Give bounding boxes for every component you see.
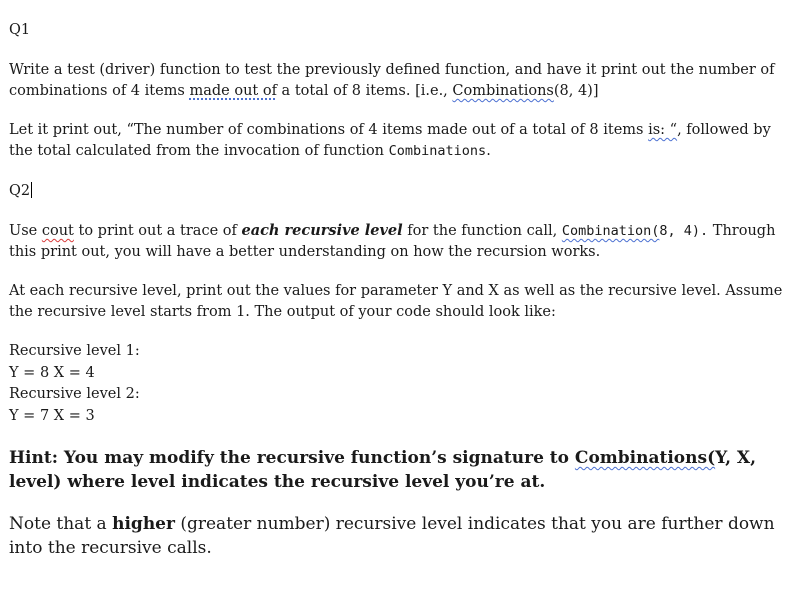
q2-p1-code-args: 8, 4). [659,223,709,239]
q1-p1-made-out-of: made out of [189,83,277,99]
sample-line: Y = 8 X = 4 [9,364,95,381]
note-text-a: Note that a [9,514,113,534]
note-text-b: (greater number) recursive level indicates that you are further down into the recursive calls. [9,514,775,558]
hint-paragraph [9,446,789,494]
q2-p1-text-c: for the function call, [402,223,562,239]
hint-combinations: Combinations( [574,448,716,468]
sample-line: Recursive level 1: [9,343,140,359]
q1-paragraph-1 [9,60,789,102]
q2-p1-text-a: Use [9,223,42,239]
q1-p2-is: is: “ [648,122,678,138]
q2-heading-text: Q2 [9,183,31,199]
sample-line: Recursive level 2: [9,386,140,402]
hint-text-a: Hint: You may modify the recursive function’s signature to [9,448,575,468]
q2-paragraph-1 [9,220,789,263]
q1-p2-text-b: , followed by the total calculated from the invocation of function [9,122,771,159]
note-paragraph [9,512,789,560]
q2-p1-code-combination: Combination( [561,223,660,239]
q2-p2-text: At each recursive level, print out the values for parameter Y and X as well as the recursive level. Assume the recursive level starts from 1. The output of your code should look like: [9,283,783,320]
q1-heading-text: Q1 [9,22,31,38]
q2-p1-text-d: Through this print out, you will have a better understanding on how the recursion works. [9,223,776,260]
q2-paragraph-2 [9,281,789,323]
q1-p2-code: Combinations [388,143,487,159]
note-bold: higher [112,514,175,534]
q1-heading [9,20,789,41]
q1-p2-text-a: Let it print out, “The number of combinations of 4 items made out of a total of 8 items [9,122,649,138]
q1-p1-text-c: (8, 4)] [553,83,599,99]
q1-p2-text-c: . [486,143,491,159]
q2-p1-bold: each recursive level [241,222,403,239]
q2-p1-text-b: to print out a trace of [73,223,242,239]
q1-paragraph-2 [9,120,789,162]
sample-line: Y = 7 X = 3 [9,407,95,424]
q1-p1-combinations: Combinations [452,83,554,99]
q1-p1-text-b: a total of 8 items. [i.e., [276,83,453,99]
sample-output [9,341,789,427]
q2-p1-cout: cout [41,223,74,239]
text-cursor [31,182,32,198]
hint-text-b: Y, X, level) where level indicates the recursive level you’re at. [9,448,757,492]
q2-heading [9,181,789,202]
q1-p1-text-a: Write a test (driver) function to test the previously defined function, and have it print out the number of combinations of 4 items [9,62,775,99]
